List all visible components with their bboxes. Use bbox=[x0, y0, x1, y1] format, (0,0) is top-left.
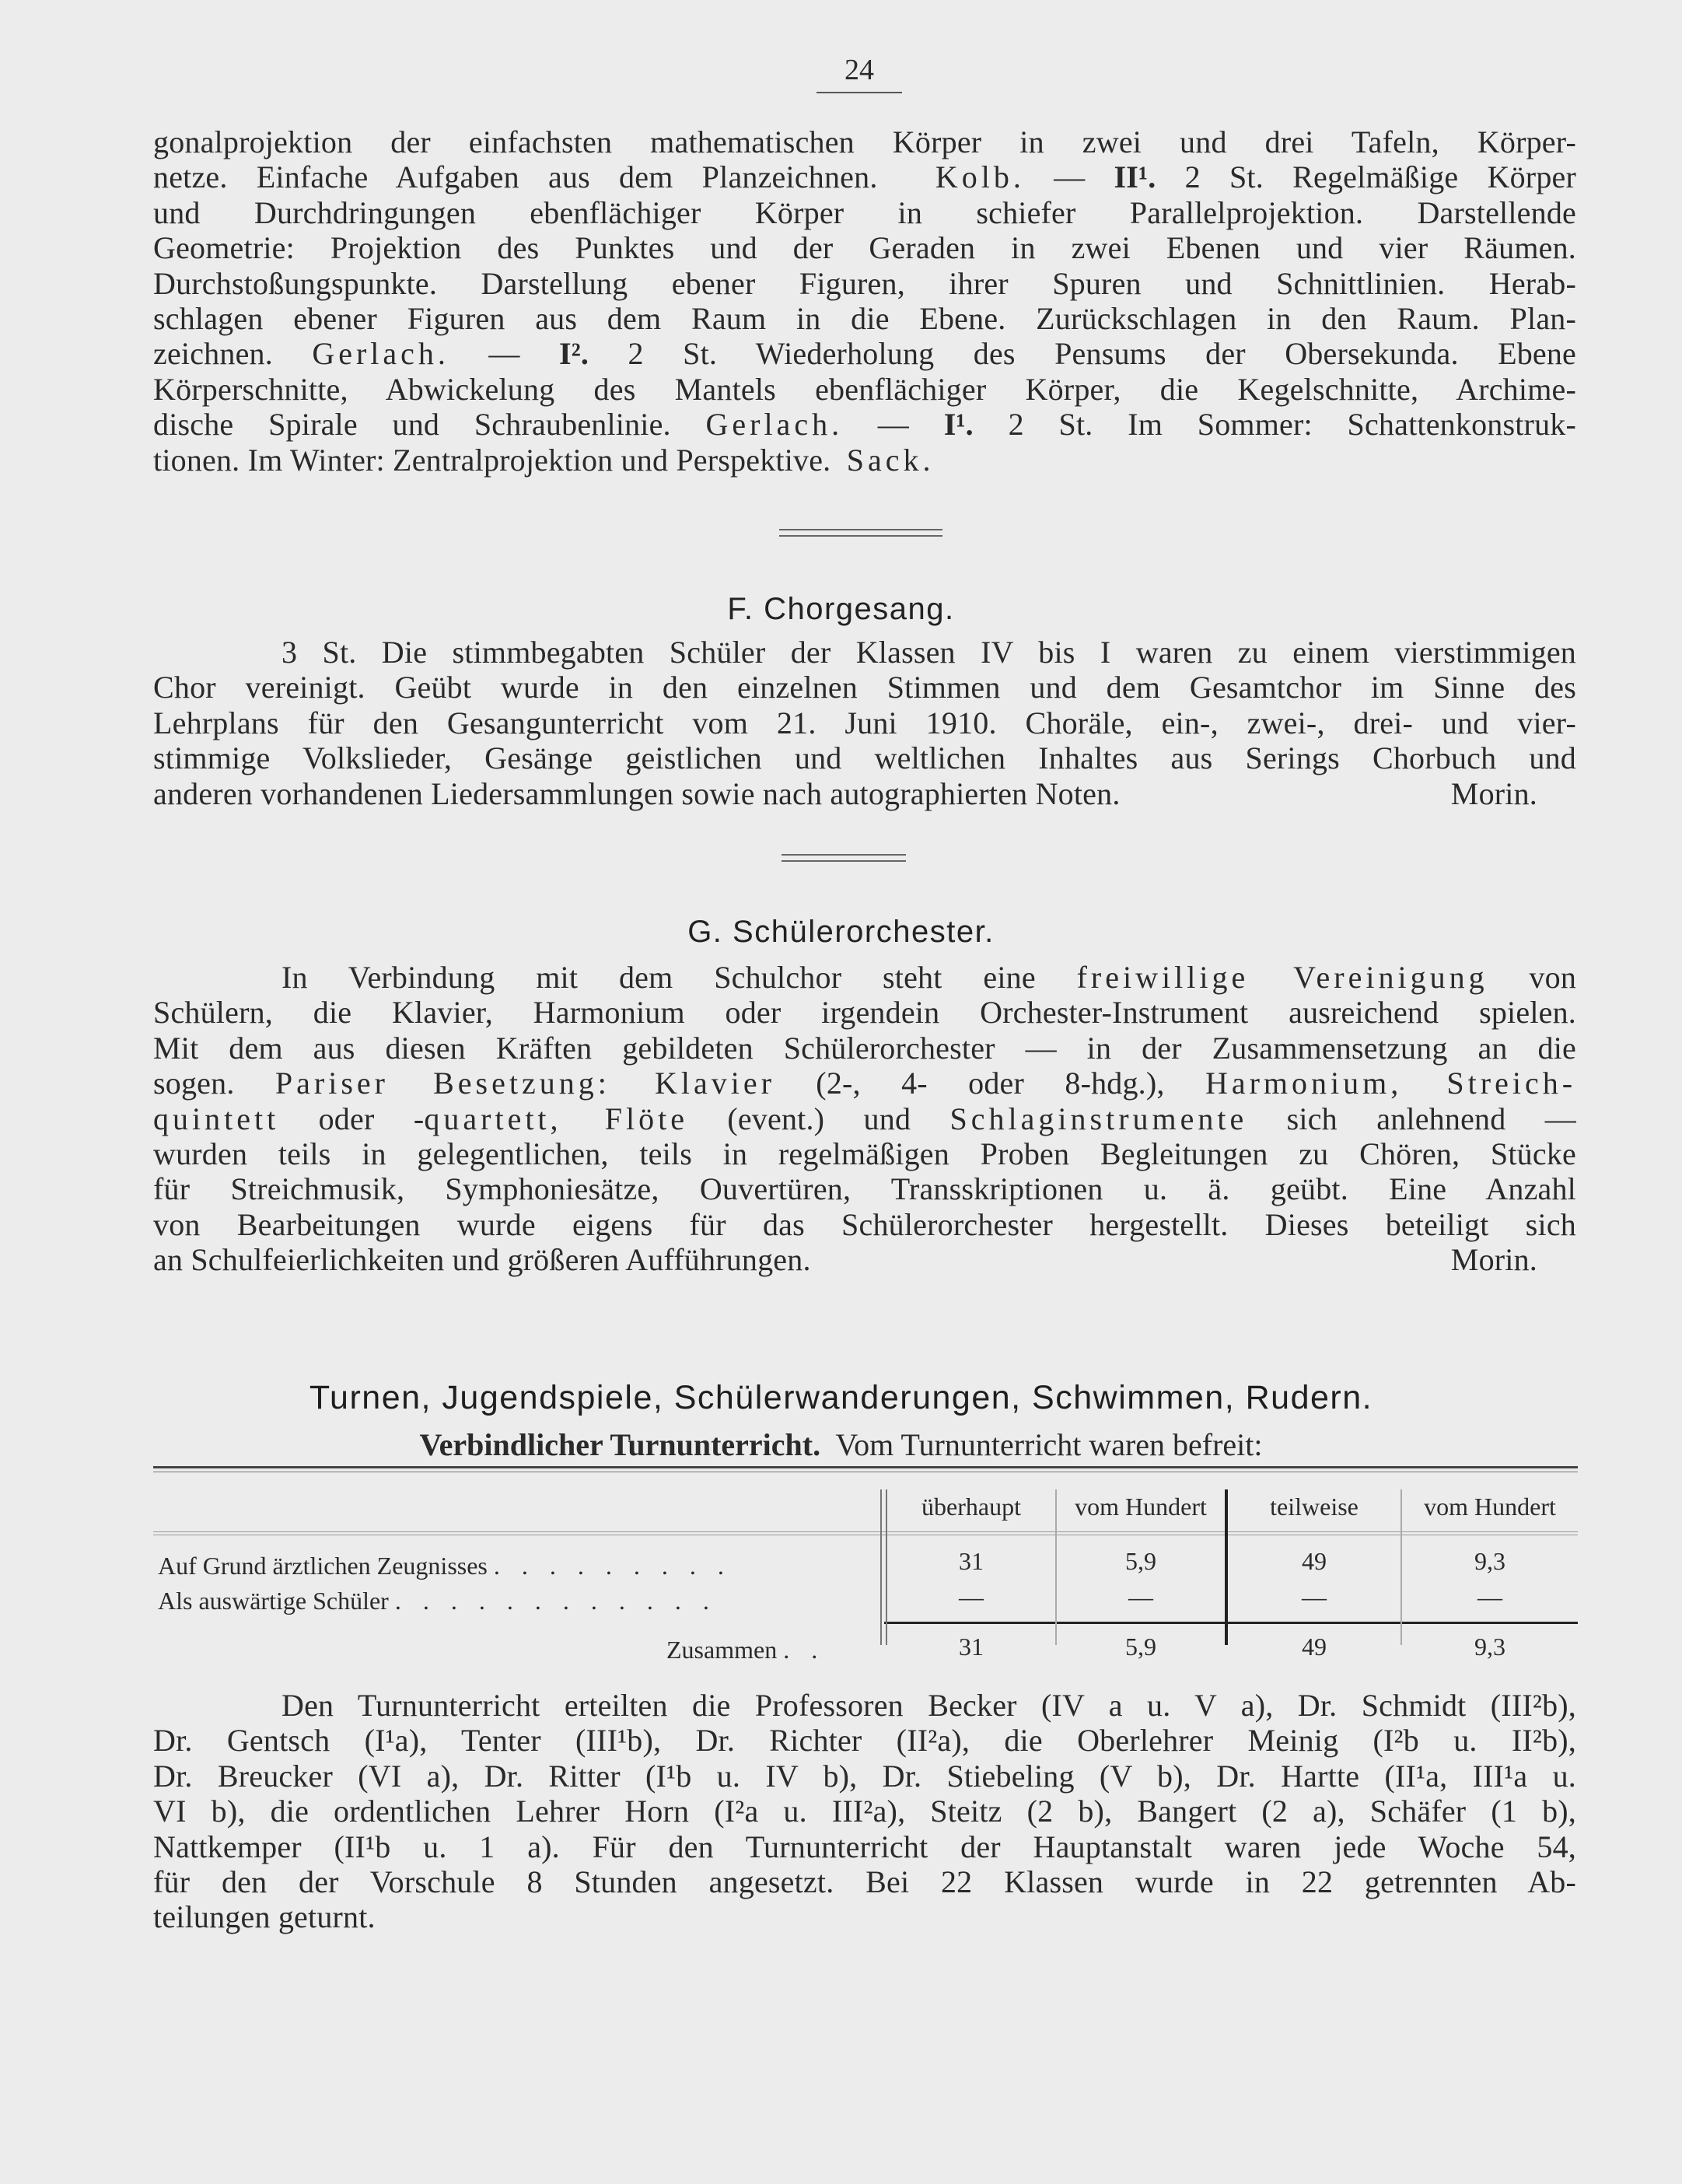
text-line: 3 St. Die stimmbegabten Schüler der Klassen IV bis I waren zu einem vierstimmigen bbox=[281, 635, 1576, 670]
text-line: anderen vorhandenen Liedersammlungen sowie nach autographierten Noten. Morin. bbox=[153, 776, 1576, 811]
signature: Morin. bbox=[1450, 775, 1537, 811]
table-cell: 5,9 bbox=[1125, 1633, 1156, 1661]
text-line: sogen. Pariser Besetzung: Klavier (2-, 4- oder 8-hdg.), Harmonium, Streich- bbox=[153, 1066, 1577, 1101]
text-line: Den Turnunterricht erteilten die Professoren Becker (IV a u. V a), Dr. Schmidt (III²b), bbox=[281, 1688, 1576, 1723]
table-col-divider bbox=[880, 1489, 882, 1645]
text-line: und Durchdringungen ebenflächiger Körper in schiefer Parallelprojektion. Darstellende bbox=[153, 194, 1576, 230]
class-label: II¹. bbox=[1114, 159, 1156, 195]
text-line: Geometrie: Projektion des Punktes und der Geraden in zwei Ebenen und vier Räumen. bbox=[153, 230, 1576, 266]
teacher-name: Sack. bbox=[846, 442, 935, 478]
text-line: quintett oder -quartett, Flöte (event.) und Schlaginstrumente sich anlehnend — bbox=[153, 1101, 1576, 1136]
table-cell: 9,3 bbox=[1474, 1633, 1505, 1661]
text-line: für den der Vorschule 8 Stunden angesetzt. Bei 22 Klassen wurde in 22 getrennten Ab- bbox=[153, 1864, 1576, 1900]
text-line: für Streichmusik, Symphoniesätze, Ouvertüren, Transskriptionen u. ä. geübt. Eine Anzahl bbox=[153, 1171, 1576, 1207]
text-line: wurden teils in gelegentlichen, teils in regelmäßigen Proben Begleitungen zu Chören, Stücke bbox=[153, 1136, 1576, 1172]
table-cell: — bbox=[959, 1583, 984, 1611]
text-line: Chor vereinigt. Geübt wurde in den einzelnen Stimmen und dem Gesamtchor im Sinne des bbox=[153, 670, 1576, 705]
column-header: vom Hundert bbox=[1424, 1493, 1556, 1521]
text-line: tionen. Im Winter: Zentralprojektion und Perspektive. Sack. bbox=[153, 442, 935, 478]
table-rule-total bbox=[884, 1622, 1578, 1624]
column-header: teilweise bbox=[1270, 1493, 1359, 1521]
section-turnen-heading: Turnen, Jugendspiele, Schülerwanderungen, Schwimmen, Rudern. bbox=[309, 1379, 1373, 1416]
signature: Morin. bbox=[1450, 1242, 1537, 1278]
page-number: 24 bbox=[817, 53, 902, 93]
text-line: zeichnen. Gerlach. — I². 2 St. Wiederholung des Pensums der Obersekunda. Ebene bbox=[153, 336, 1577, 372]
text-line: Nattkemper (II¹b u. 1 a). Für den Turnunterricht der Hauptanstalt waren jede Woche 54, bbox=[153, 1829, 1576, 1864]
column-header: überhaupt bbox=[921, 1493, 1021, 1521]
text-line: an Schulfeierlichkeiten und größeren Aufführungen. Morin. bbox=[153, 1242, 1576, 1277]
text-line: Mit dem aus diesen Kräften gebildeten Schülerorchester — in der Zusammensetzung an die bbox=[153, 1030, 1576, 1066]
table-cell: 49 bbox=[1302, 1547, 1327, 1575]
table-rule-top bbox=[153, 1466, 1578, 1468]
table-cell: 5,9 bbox=[1125, 1547, 1156, 1575]
text-line: Lehrplans für den Gesangunterricht vom 21. Juni 1910. Choräle, ein-, zwei-, drei- und vier- bbox=[153, 705, 1576, 740]
text-line: In Verbindung mit dem Schulchor steht eine freiwillige Vereinigung von bbox=[281, 960, 1577, 995]
teacher-name: Gerlach. bbox=[705, 407, 844, 443]
text-line: Dr. Breucker (VI a), Dr. Ritter (I¹b u. IV b), Dr. Stiebeling (V b), Dr. Hartte (II¹a, III¹a u. bbox=[153, 1758, 1576, 1794]
teacher-name: Gerlach. bbox=[312, 336, 449, 372]
table-cell: 31 bbox=[959, 1547, 984, 1575]
table-cell: 31 bbox=[959, 1633, 984, 1661]
table-cell: — bbox=[1128, 1583, 1153, 1611]
text-line: teilungen geturnt. bbox=[153, 1899, 376, 1935]
exemption-table bbox=[153, 1466, 1578, 1668]
table-row-label: Als auswärtige Schüler . . . . . . . . . . . . bbox=[158, 1587, 717, 1615]
section-f-heading: F. Chorgesang. bbox=[727, 592, 955, 626]
section-turnen-subheading: Verbindlicher Turnunterricht. Vom Turnunterricht waren befreit: bbox=[419, 1427, 1263, 1462]
section-g-paragraph bbox=[153, 960, 1576, 1278]
text-line: dische Spirale und Schraubenlinie. Gerlach. — I¹. 2 St. Im Sommer: Schattenkonstruk- bbox=[153, 407, 1576, 443]
text-line: schlagen ebener Figuren aus dem Raum in die Ebene. Zurückschlagen in den Raum. Plan- bbox=[153, 301, 1576, 337]
text-line: gonalprojektion der einfachsten mathematischen Körper in zwei und drei Tafeln, Körper- bbox=[153, 124, 1576, 159]
table-row-label: Auf Grund ärztlichen Zeugnisses . . . . . . . . . bbox=[158, 1552, 732, 1580]
class-label: I¹. bbox=[943, 407, 974, 443]
text-line: Dr. Gentsch (I¹a), Tenter (III¹b), Dr. Richter (II²a), die Oberlehrer Meinig (I²b u. II²b), bbox=[153, 1723, 1576, 1759]
section-g-heading: G. Schülerorchester. bbox=[687, 915, 995, 949]
text-line: VI b), die ordentlichen Lehrer Horn (I²a u. III²a), Steitz (2 b), Bangert (2 a), Schäfer (1 b), bbox=[153, 1794, 1576, 1829]
table-cell: 49 bbox=[1302, 1633, 1327, 1661]
text-line: stimmige Volkslieder, Gesänge geistlichen und weltlichen Inhaltes aus Serings Chorbuch und bbox=[153, 740, 1576, 776]
table-cell: — bbox=[1302, 1583, 1327, 1611]
table-rule-header bbox=[153, 1531, 1578, 1532]
table-cell: 9,3 bbox=[1474, 1547, 1505, 1575]
section-turnen-paragraph bbox=[153, 1688, 1576, 1935]
table-cell: — bbox=[1477, 1583, 1502, 1611]
section-e-paragraph bbox=[153, 124, 1576, 478]
text-line: Durchstoßungspunkte. Darstellung ebener Figuren, ihrer Spuren und Schnittlinien. Herab- bbox=[153, 265, 1576, 301]
table-total-label: Zusammen . . bbox=[666, 1636, 826, 1664]
teacher-name: Kolb. bbox=[935, 159, 1025, 195]
text-line: Schülern, die Klavier, Harmonium oder irgendein Orchester-Instrument ausreichend spielen. bbox=[153, 995, 1576, 1031]
class-label: I². bbox=[558, 336, 589, 372]
text-line: von Bearbeitungen wurde eigens für das Schülerorchester hergestellt. Dieses beteiligt sich bbox=[153, 1206, 1576, 1242]
section-divider bbox=[779, 529, 942, 537]
section-divider bbox=[782, 854, 906, 862]
column-header: vom Hundert bbox=[1075, 1493, 1207, 1521]
text-line: netze. Einfache Aufgaben aus dem Planzeichnen. Kolb. — II¹. 2 St. Regelmäßige Körper bbox=[153, 159, 1577, 195]
text-line: Körperschnitte, Abwickelung des Mantels ebenflächiger Körper, die Kegelschnitte, Archime- bbox=[153, 371, 1576, 407]
section-f-paragraph bbox=[153, 635, 1576, 811]
